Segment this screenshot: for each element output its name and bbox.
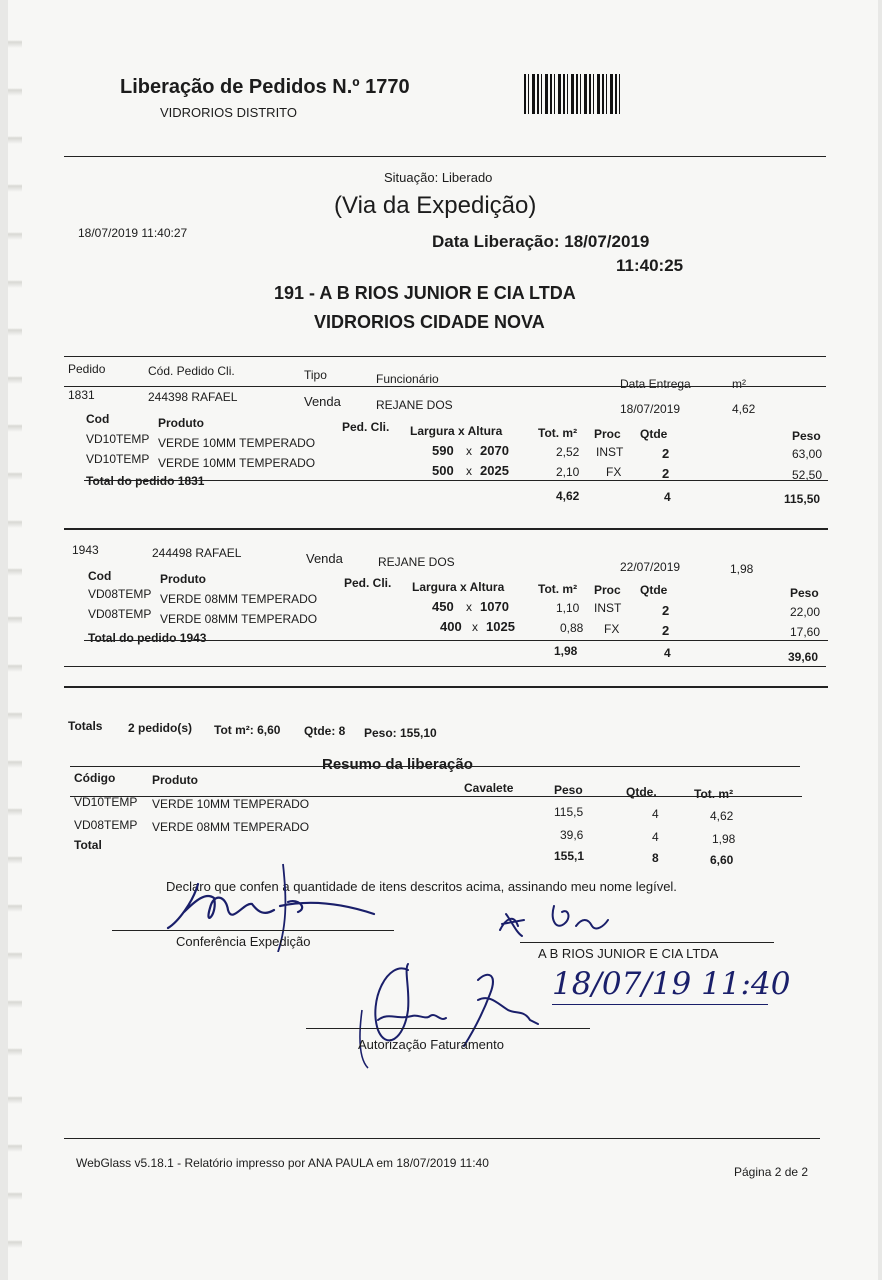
footer-page: Página 2 de 2: [734, 1165, 809, 1179]
col-qtde: Qtde: [640, 427, 668, 441]
item-largura: 590: [432, 443, 454, 458]
item-cod: VD08TEMP: [88, 587, 152, 601]
summary-col-peso: Peso: [554, 783, 583, 797]
order-total-peso: 115,50: [784, 492, 821, 506]
summary-col-tot-m2: Tot. m²: [694, 787, 734, 801]
col-largura-altura: Largura x Altura: [412, 580, 505, 594]
item-cod: VD10TEMP: [86, 452, 150, 466]
item-proc: INST: [596, 445, 624, 459]
situacao: Situação: Liberado: [384, 170, 493, 185]
col-cod: Cod: [88, 569, 112, 583]
col-peso: Peso: [792, 429, 821, 443]
summary-row-qtde: 4: [652, 830, 659, 844]
item-cod: VD10TEMP: [86, 432, 150, 446]
divider: [64, 1138, 820, 1139]
order-total-m2: 1,98: [554, 644, 578, 658]
col-data-entrega: Data Entrega: [620, 377, 691, 391]
summary-title: Resumo da liberação: [322, 756, 473, 773]
item-produto: VERDE 08MM TEMPERADO: [160, 612, 318, 626]
declaration-text: Declaro que confen a quantidade de itens descritos acima, assinando meu nome legível.: [166, 879, 677, 894]
item-qtde: 2: [662, 623, 670, 638]
order-data-entrega: 22/07/2019: [620, 560, 681, 574]
order-cod-pedido-cli: 244398 RAFAEL: [148, 390, 238, 404]
col-tot-m2: Tot. m²: [538, 426, 578, 440]
hora-liberacao: 11:40:25: [616, 256, 684, 275]
order-funcionario: REJANE DOS: [378, 555, 455, 569]
item-produto: VERDE 10MM TEMPERADO: [158, 456, 316, 470]
summary-col-qtde: Qtde.: [626, 785, 657, 799]
order-tipo: Venda: [306, 551, 343, 566]
divider: [64, 686, 828, 688]
divider: [84, 480, 828, 481]
col-pedido: Pedido: [68, 362, 106, 376]
client-sign-label: A B RIOS JUNIOR E CIA LTDA: [538, 946, 719, 961]
col-qtde: Qtde: [640, 583, 668, 597]
signature-autorizacao: [338, 950, 568, 1070]
handwritten-date: 18/07/19 11:40: [552, 966, 791, 1002]
item-produto: VERDE 08MM TEMPERADO: [160, 592, 318, 606]
col-produto: Produto: [158, 416, 204, 430]
col-cod: Cod: [86, 412, 110, 426]
item-qtde: 2: [662, 446, 670, 461]
totals-label: Totals: [68, 719, 103, 733]
item-peso: 17,60: [790, 625, 821, 639]
summary-row-produto: VERDE 08MM TEMPERADO: [152, 820, 310, 834]
summary-col-cavalete: Cavalete: [464, 781, 514, 795]
item-proc: INST: [594, 601, 622, 615]
summary-row-codigo: VD10TEMP: [74, 795, 138, 809]
col-produto: Produto: [160, 572, 206, 586]
order-total-peso: 39,60: [788, 650, 819, 664]
order-m2: 1,98: [730, 562, 754, 576]
summary-total-label: Total: [74, 838, 102, 852]
item-altura: 2025: [480, 463, 509, 478]
summary-row-peso: 115,5: [554, 805, 584, 819]
col-largura-altura: Largura x Altura: [410, 424, 503, 438]
col-tot-m2: Tot. m²: [538, 582, 578, 596]
document-page: [8, 0, 878, 1280]
divider: [64, 356, 826, 357]
item-tot-m2: 0,88: [560, 621, 584, 635]
order-pedido: 1831: [68, 388, 95, 402]
order-funcionario: REJANE DOS: [376, 398, 453, 412]
item-tot-m2: 1,10: [556, 601, 580, 615]
divider: [64, 386, 826, 387]
divider: [70, 766, 800, 767]
order-m2: 4,62: [732, 402, 756, 416]
item-peso: 52,50: [792, 468, 823, 482]
col-funcionario: Funcionário: [376, 372, 439, 386]
totals-m2: Tot m²: 6,60: [214, 723, 281, 737]
item-qtde: 2: [662, 466, 670, 481]
conferencia-label: Conferência Expedição: [176, 934, 311, 949]
totals-qtde: Qtde: 8: [304, 724, 346, 738]
order-total-m2: 4,62: [556, 489, 580, 503]
item-peso: 22,00: [790, 605, 821, 619]
barcode: [524, 74, 622, 114]
item-peso: 63,00: [792, 447, 823, 461]
handwritten-underline: [552, 1004, 768, 1005]
item-largura: 500: [432, 463, 454, 478]
col-tipo: Tipo: [304, 368, 327, 382]
col-m2: m²: [732, 377, 746, 391]
order-total-label: Total do pedido 1943: [88, 631, 207, 645]
item-tot-m2: 2,52: [556, 445, 580, 459]
order-total-qtde: 4: [664, 490, 671, 504]
data-liberacao: Data Liberação: 18/07/2019: [432, 232, 650, 251]
divider: [84, 640, 828, 641]
col-proc: Proc: [594, 583, 621, 597]
signature-line: [306, 1028, 590, 1029]
item-proc: FX: [606, 465, 622, 479]
client-name: 191 - A B RIOS JUNIOR E CIA LTDA: [274, 283, 576, 303]
order-data-entrega: 18/07/2019: [620, 402, 681, 416]
signature-client: [492, 900, 642, 944]
col-ped-cli: Ped. Cli.: [342, 420, 390, 434]
item-x: x: [472, 620, 478, 634]
totals-pedidos: 2 pedido(s): [128, 721, 193, 735]
totals-peso: Peso: 155,10: [364, 726, 437, 740]
item-cod: VD08TEMP: [88, 607, 152, 621]
col-cod-pedido-cli: Cód. Pedido Cli.: [148, 364, 235, 378]
item-altura: 1070: [480, 599, 509, 614]
signature-line: [112, 930, 394, 931]
summary-row-qtde: 4: [652, 807, 659, 821]
divider: [64, 156, 826, 157]
autorizacao-label: Autorização Faturamento: [358, 1037, 504, 1052]
item-proc: FX: [604, 622, 620, 636]
divider: [64, 528, 828, 530]
item-altura: 1025: [486, 619, 515, 634]
summary-row-tot-m2: 1,98: [712, 832, 736, 846]
item-qtde: 2: [662, 603, 670, 618]
via-label: (Via da Expedição): [334, 192, 537, 219]
item-x: x: [466, 600, 472, 614]
print-datetime: 18/07/2019 11:40:27: [78, 226, 188, 240]
col-ped-cli: Ped. Cli.: [344, 576, 392, 590]
col-peso: Peso: [790, 586, 819, 600]
summary-total-m2: 6,60: [710, 853, 734, 867]
col-proc: Proc: [594, 427, 621, 441]
divider: [64, 666, 826, 667]
item-largura: 450: [432, 599, 454, 614]
item-tot-m2: 2,10: [556, 465, 580, 479]
summary-col-codigo: Código: [74, 771, 116, 785]
summary-total-qtde: 8: [652, 851, 659, 865]
order-pedido: 1943: [72, 543, 99, 557]
item-largura: 400: [440, 619, 462, 634]
summary-row-peso: 39,6: [560, 828, 584, 842]
company-name: VIDRORIOS DISTRITO: [160, 105, 297, 120]
report-title: Liberação de Pedidos N.º 1770: [120, 76, 410, 98]
item-produto: VERDE 10MM TEMPERADO: [158, 436, 316, 450]
summary-row-codigo: VD08TEMP: [74, 818, 138, 832]
summary-col-produto: Produto: [152, 773, 198, 787]
order-cod-pedido-cli: 244498 RAFAEL: [152, 546, 242, 560]
order-total-qtde: 4: [664, 646, 671, 660]
order-tipo: Venda: [304, 394, 341, 409]
summary-total-peso: 155,1: [554, 849, 585, 863]
item-altura: 2070: [480, 443, 509, 458]
client-subtitle: VIDRORIOS CIDADE NOVA: [314, 312, 545, 332]
item-x: x: [466, 444, 472, 458]
footer-left: WebGlass v5.18.1 - Relatório impresso por ANA PAULA em 18/07/2019 11:40: [76, 1156, 489, 1170]
page-edge: [8, 0, 22, 1280]
signature-line: [520, 942, 774, 943]
order-total-label: Total do pedido 1831: [86, 474, 205, 488]
summary-row-produto: VERDE 10MM TEMPERADO: [152, 797, 310, 811]
item-x: x: [466, 464, 472, 478]
summary-row-tot-m2: 4,62: [710, 809, 734, 823]
